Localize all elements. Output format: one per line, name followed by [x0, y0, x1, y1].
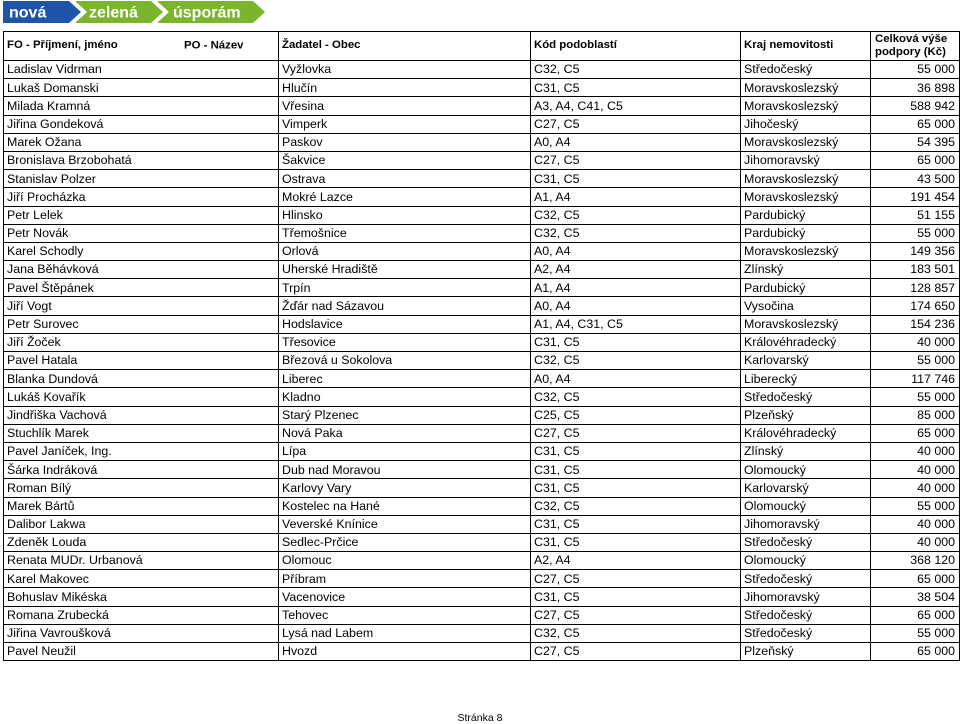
cell-person: Dalibor Lakwa	[4, 515, 279, 533]
header-region: Kraj nemovitosti	[741, 32, 871, 61]
table-row	[4, 170, 960, 188]
cell-region: Moravskoslezský	[741, 242, 871, 260]
cell-amount: 117 746	[871, 370, 960, 388]
cell-applicant: Trpín	[279, 279, 531, 297]
cell-amount: 191 454	[871, 188, 960, 206]
cell-applicant: Vyžlovka	[279, 61, 531, 79]
cell-amount: 183 501	[871, 261, 960, 279]
table-row	[4, 643, 960, 661]
cell-region: Pardubický	[741, 224, 871, 242]
cell-amount: 588 942	[871, 97, 960, 115]
cell-applicant: Veverské Knínice	[279, 515, 531, 533]
cell-amount: 65 000	[871, 570, 960, 588]
table-row	[4, 133, 960, 151]
cell-person: Karel Schodly	[4, 242, 279, 260]
cell-code: C31, C5	[531, 588, 741, 606]
cell-code: C27, C5	[531, 606, 741, 624]
cell-person: Pavel Štěpánek	[4, 279, 279, 297]
banner-word-1: nová	[9, 4, 47, 22]
table-row	[4, 533, 960, 551]
cell-region: Královéhradecký	[741, 333, 871, 351]
cell-amount: 128 857	[871, 279, 960, 297]
cell-person: Jana Běhávková	[4, 261, 279, 279]
cell-amount: 65 000	[871, 424, 960, 442]
cell-amount: 51 155	[871, 206, 960, 224]
cell-amount: 154 236	[871, 315, 960, 333]
header-amount-line1: Celková výše	[875, 32, 948, 45]
header-po-name: PO - Název	[184, 39, 244, 52]
cell-applicant: Karlovy Vary	[279, 479, 531, 497]
cell-amount: 40 000	[871, 479, 960, 497]
cell-amount: 149 356	[871, 242, 960, 260]
cell-amount: 40 000	[871, 515, 960, 533]
cell-code: C27, C5	[531, 115, 741, 133]
cell-region: Plzeňský	[741, 643, 871, 661]
cell-person: Marek Ožana	[4, 133, 279, 151]
cell-applicant: Vřesina	[279, 97, 531, 115]
cell-region: Karlovarský	[741, 352, 871, 370]
cell-person: Jindřiška Vachová	[4, 406, 279, 424]
cell-applicant: Hvozd	[279, 643, 531, 661]
cell-applicant: Dub nad Moravou	[279, 461, 531, 479]
cell-code: C27, C5	[531, 151, 741, 169]
cell-code: C32, C5	[531, 206, 741, 224]
table-row	[4, 151, 960, 169]
banner-word-3: úsporám	[173, 4, 241, 22]
cell-region: Středočeský	[741, 606, 871, 624]
cell-person: Bronislava Brzobohatá	[4, 151, 279, 169]
cell-amount: 54 395	[871, 133, 960, 151]
cell-amount: 55 000	[871, 388, 960, 406]
cell-person: Lukáš Kovařík	[4, 388, 279, 406]
cell-region: Moravskoslezský	[741, 97, 871, 115]
cell-region: Jihočeský	[741, 115, 871, 133]
cell-code: C31, C5	[531, 442, 741, 460]
cell-region: Zlínský	[741, 261, 871, 279]
cell-person: Petr Surovec	[4, 315, 279, 333]
cell-person: Roman Bílý	[4, 479, 279, 497]
cell-region: Moravskoslezský	[741, 170, 871, 188]
table-row	[4, 424, 960, 442]
cell-region: Karlovarský	[741, 479, 871, 497]
table-header-row	[4, 32, 960, 61]
cell-code: A0, A4	[531, 370, 741, 388]
cell-code: C31, C5	[531, 170, 741, 188]
header-person: FO - Příjmení, jméno	[7, 39, 118, 52]
cell-applicant: Březová u Sokolova	[279, 352, 531, 370]
cell-applicant: Liberec	[279, 370, 531, 388]
cell-region: Středočeský	[741, 624, 871, 642]
table-body	[4, 61, 960, 661]
cell-person: Renata MUDr. Urbanová	[4, 552, 279, 570]
cell-person: Pavel Janíček, Ing.	[4, 442, 279, 460]
cell-applicant: Nová Paka	[279, 424, 531, 442]
table-row	[4, 188, 960, 206]
cell-amount: 65 000	[871, 151, 960, 169]
cell-region: Olomoucký	[741, 461, 871, 479]
cell-code: C27, C5	[531, 424, 741, 442]
cell-code: C32, C5	[531, 624, 741, 642]
cell-code: C31, C5	[531, 515, 741, 533]
table-row	[4, 606, 960, 624]
cell-applicant: Kladno	[279, 388, 531, 406]
cell-applicant: Olomouc	[279, 552, 531, 570]
cell-region: Liberecký	[741, 370, 871, 388]
header-code: Kód podoblastí	[531, 32, 741, 61]
cell-person: Petr Lelek	[4, 206, 279, 224]
cell-person: Romana Zrubecká	[4, 606, 279, 624]
cell-code: C31, C5	[531, 479, 741, 497]
cell-code: C27, C5	[531, 570, 741, 588]
cell-applicant: Vimperk	[279, 115, 531, 133]
cell-region: Vysočina	[741, 297, 871, 315]
cell-applicant: Lípa	[279, 442, 531, 460]
header-applicant: Žadatel - Obec	[279, 32, 531, 61]
cell-region: Moravskoslezský	[741, 188, 871, 206]
cell-amount: 40 000	[871, 333, 960, 351]
cell-person: Jiří Vogt	[4, 297, 279, 315]
cell-applicant: Třemošnice	[279, 224, 531, 242]
cell-code: C32, C5	[531, 224, 741, 242]
table-row	[4, 224, 960, 242]
table-row	[4, 79, 960, 97]
table-row	[4, 552, 960, 570]
table-row	[4, 242, 960, 260]
cell-amount: 65 000	[871, 643, 960, 661]
cell-amount: 40 000	[871, 533, 960, 551]
cell-applicant: Vacenovice	[279, 588, 531, 606]
table-row	[4, 406, 960, 424]
cell-region: Středočeský	[741, 533, 871, 551]
cell-region: Jihomoravský	[741, 588, 871, 606]
cell-code: A1, A4, C31, C5	[531, 315, 741, 333]
cell-code: A0, A4	[531, 133, 741, 151]
cell-code: C31, C5	[531, 333, 741, 351]
cell-applicant: Tehovec	[279, 606, 531, 624]
table-row	[4, 279, 960, 297]
cell-region: Olomoucký	[741, 552, 871, 570]
banner-arrows	[3, 1, 266, 23]
cell-applicant: Lysá nad Labem	[279, 624, 531, 642]
cell-amount: 65 000	[871, 606, 960, 624]
table-row	[4, 315, 960, 333]
grant-table	[3, 31, 960, 661]
cell-person: Jiří Žoček	[4, 333, 279, 351]
cell-person: Zdeněk Louda	[4, 533, 279, 551]
banner-logo	[3, 1, 266, 23]
cell-amount: 55 000	[871, 352, 960, 370]
cell-applicant: Orlová	[279, 242, 531, 260]
cell-amount: 55 000	[871, 624, 960, 642]
cell-amount: 174 650	[871, 297, 960, 315]
cell-applicant: Žďár nad Sázavou	[279, 297, 531, 315]
header-amount-line2: podpory (Kč)	[875, 46, 946, 58]
cell-amount: 85 000	[871, 406, 960, 424]
cell-applicant: Příbram	[279, 570, 531, 588]
cell-code: C32, C5	[531, 61, 741, 79]
header-amount	[871, 32, 960, 61]
cell-person: Jiří Procházka	[4, 188, 279, 206]
table-row	[4, 352, 960, 370]
cell-person: Karel Makovec	[4, 570, 279, 588]
cell-person: Petr Novák	[4, 224, 279, 242]
table-row	[4, 479, 960, 497]
table-row	[4, 97, 960, 115]
header-person-po	[4, 32, 279, 61]
cell-person: Milada Kramná	[4, 97, 279, 115]
cell-applicant: Starý Plzenec	[279, 406, 531, 424]
cell-person: Marek Bártů	[4, 497, 279, 515]
cell-code: C31, C5	[531, 461, 741, 479]
table-row	[4, 297, 960, 315]
cell-applicant: Hlinsko	[279, 206, 531, 224]
cell-code: C32, C5	[531, 497, 741, 515]
cell-amount: 65 000	[871, 115, 960, 133]
table-row	[4, 588, 960, 606]
cell-amount: 43 500	[871, 170, 960, 188]
cell-code: A1, A4	[531, 279, 741, 297]
cell-code: A3, A4, C41, C5	[531, 97, 741, 115]
table-row	[4, 515, 960, 533]
cell-amount: 368 120	[871, 552, 960, 570]
table-row	[4, 206, 960, 224]
table-row	[4, 570, 960, 588]
table-row	[4, 261, 960, 279]
cell-region: Olomoucký	[741, 497, 871, 515]
table-row	[4, 388, 960, 406]
cell-region: Moravskoslezský	[741, 133, 871, 151]
cell-person: Stanislav Polzer	[4, 170, 279, 188]
cell-region: Pardubický	[741, 206, 871, 224]
table-row	[4, 497, 960, 515]
cell-applicant: Kostelec na Hané	[279, 497, 531, 515]
cell-code: C32, C5	[531, 388, 741, 406]
cell-region: Pardubický	[741, 279, 871, 297]
cell-person: Šárka Indráková	[4, 461, 279, 479]
cell-applicant: Hodslavice	[279, 315, 531, 333]
cell-amount: 36 898	[871, 79, 960, 97]
cell-person: Jiřina Vavroušková	[4, 624, 279, 642]
cell-amount: 38 504	[871, 588, 960, 606]
cell-person: Pavel Neužil	[4, 643, 279, 661]
cell-code: C32, C5	[531, 352, 741, 370]
cell-applicant: Uherské Hradiště	[279, 261, 531, 279]
cell-applicant: Šakvice	[279, 151, 531, 169]
cell-code: A0, A4	[531, 297, 741, 315]
cell-person: Pavel Hatala	[4, 352, 279, 370]
cell-region: Moravskoslezský	[741, 79, 871, 97]
cell-region: Jihomoravský	[741, 151, 871, 169]
cell-region: Středočeský	[741, 570, 871, 588]
cell-person: Ladislav Vidrman	[4, 61, 279, 79]
cell-amount: 55 000	[871, 61, 960, 79]
cell-person: Stuchlík Marek	[4, 424, 279, 442]
cell-applicant: Paskov	[279, 133, 531, 151]
table-row	[4, 370, 960, 388]
cell-code: C31, C5	[531, 533, 741, 551]
cell-region: Moravskoslezský	[741, 315, 871, 333]
page-footer: Stránka 8	[457, 712, 503, 724]
cell-applicant: Sedlec-Prčice	[279, 533, 531, 551]
cell-region: Středočeský	[741, 61, 871, 79]
cell-person: Lukaš Domanski	[4, 79, 279, 97]
cell-region: Plzeňský	[741, 406, 871, 424]
cell-code: A2, A4	[531, 552, 741, 570]
table-row	[4, 461, 960, 479]
cell-person: Bohuslav Mikéska	[4, 588, 279, 606]
cell-applicant: Ostrava	[279, 170, 531, 188]
cell-amount: 40 000	[871, 461, 960, 479]
cell-applicant: Mokré Lazce	[279, 188, 531, 206]
cell-code: A1, A4	[531, 188, 741, 206]
cell-region: Královéhradecký	[741, 424, 871, 442]
cell-code: C25, C5	[531, 406, 741, 424]
table-row	[4, 333, 960, 351]
cell-amount: 55 000	[871, 497, 960, 515]
cell-region: Zlínský	[741, 442, 871, 460]
cell-code: C27, C5	[531, 643, 741, 661]
cell-code: C31, C5	[531, 79, 741, 97]
cell-code: A2, A4	[531, 261, 741, 279]
cell-applicant: Třesovice	[279, 333, 531, 351]
banner-word-2: zelená	[89, 4, 138, 22]
cell-amount: 40 000	[871, 442, 960, 460]
cell-code: A0, A4	[531, 242, 741, 260]
cell-person: Blanka Dundová	[4, 370, 279, 388]
cell-applicant: Hlučín	[279, 79, 531, 97]
table-row	[4, 624, 960, 642]
table-row	[4, 61, 960, 79]
cell-region: Středočeský	[741, 388, 871, 406]
cell-amount: 55 000	[871, 224, 960, 242]
cell-region: Jihomoravský	[741, 515, 871, 533]
table-row	[4, 115, 960, 133]
table-row	[4, 442, 960, 460]
cell-person: Jiřina Gondeková	[4, 115, 279, 133]
